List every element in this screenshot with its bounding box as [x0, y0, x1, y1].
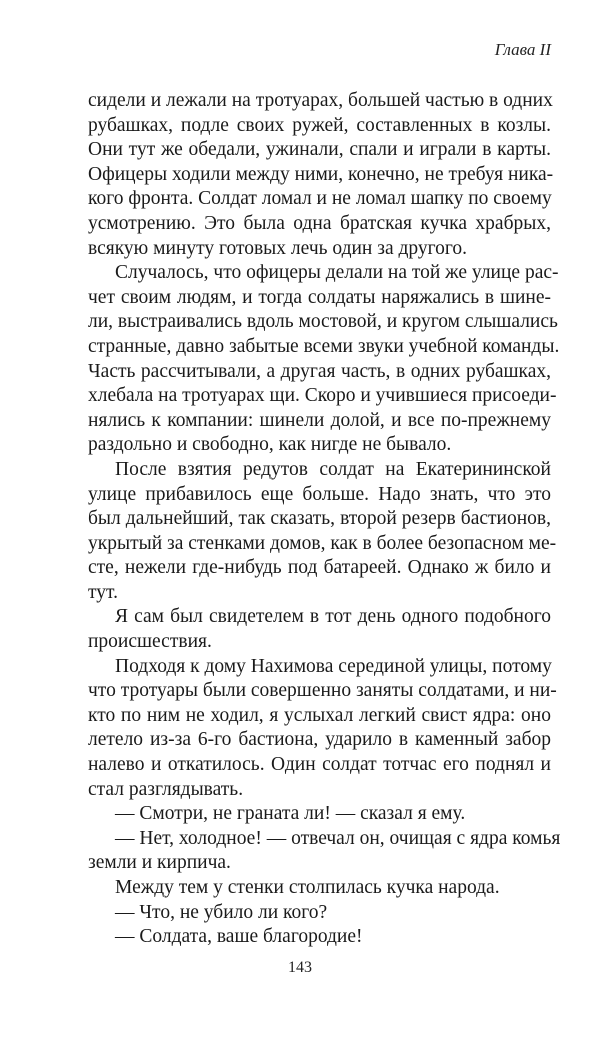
text-line: летело из-за 6-го бастиона, ударило в каменный забор	[88, 729, 551, 751]
text-line: улице прибавилось еще больше. Надо знать, что это	[88, 483, 551, 505]
text-line: рубашках, подле своих ружей, составленных в козлы.	[88, 114, 551, 136]
text-line: После взятия редутов солдат на Екатерининской	[115, 458, 551, 480]
text-line: — Нет, холодное! — отвечал он, очищая с ядра комья	[115, 827, 561, 849]
text-line: сте, нежели где-нибудь под батареей. Однако ж било и	[88, 557, 551, 579]
text-line: земли и кирпича.	[88, 852, 231, 874]
text-line: — Солдата, ваше благородие!	[115, 926, 363, 948]
text-line: Я сам был свидетелем в тот день одного подобного	[115, 606, 551, 628]
running-header-chapter: Глава II	[494, 40, 551, 59]
text-line: раздольно и свободно, как нигде не бывало.	[88, 434, 452, 456]
text-line: усмотрению. Это была одна братская кучка храбрых,	[88, 212, 551, 234]
text-line: был дальнейший, так сказать, второй резерв бастионов,	[88, 508, 551, 530]
text-line: что тротуары были совершенно заняты солдатами, и ни-	[88, 680, 557, 702]
text-line: происшествия.	[88, 631, 212, 653]
text-line: нялись к компании: шинели долой, и все по-прежнему	[88, 409, 551, 431]
text-line: стал разглядывать.	[88, 778, 244, 800]
text-line: странные, давно забытые всеми звуки учебной команды.	[88, 335, 560, 357]
text-line: Случалось, что офицеры делали на той же улице рас-	[115, 262, 559, 284]
body-text	[88, 89, 561, 950]
text-line: хлебала на тротуарах щи. Скоро и учившиеся присоеди-	[88, 385, 557, 407]
text-line: Офицеры ходили между ними, конечно, не требуя ника-	[88, 163, 554, 185]
text-line: Они тут же обедали, ужинали, спали и играли в карты.	[88, 139, 551, 161]
text-line: укрытый за стенками домов, как в более безопасном ме-	[88, 532, 557, 554]
text-line: Подходя к дому Нахимова серединой улицы, потому	[115, 655, 552, 677]
text-line: ли, выстраивались вдоль мостовой, и кругом слышались	[88, 311, 558, 333]
text-line: кто по ним не ходил, я услыхал легкий свист ядра: оно	[88, 704, 551, 726]
text-line: налево и откатилось. Один солдат тотчас его поднял и	[88, 754, 551, 776]
text-line: тут.	[88, 581, 118, 603]
text-line: кого фронта. Солдат ломал и не ломал шапку по своему	[88, 188, 552, 210]
text-line: — Смотри, не граната ли! — сказал я ему.	[115, 803, 466, 825]
page-number: 143	[288, 959, 312, 976]
text-line: — Что, не убило ли кого?	[115, 901, 328, 923]
text-line: сидели и лежали на тротуарах, большей частью в одних	[88, 90, 553, 111]
text-line: Между тем у стенки столпилась кучка народа.	[115, 877, 500, 898]
text-line: Часть рассчитывали, а другая часть, в одних рубашках,	[88, 360, 551, 382]
text-line: всякую минуту готовых лечь один за другого.	[88, 237, 468, 259]
text-line: чет своим людям, и тогда солдаты наряжались в шине-	[88, 286, 551, 308]
